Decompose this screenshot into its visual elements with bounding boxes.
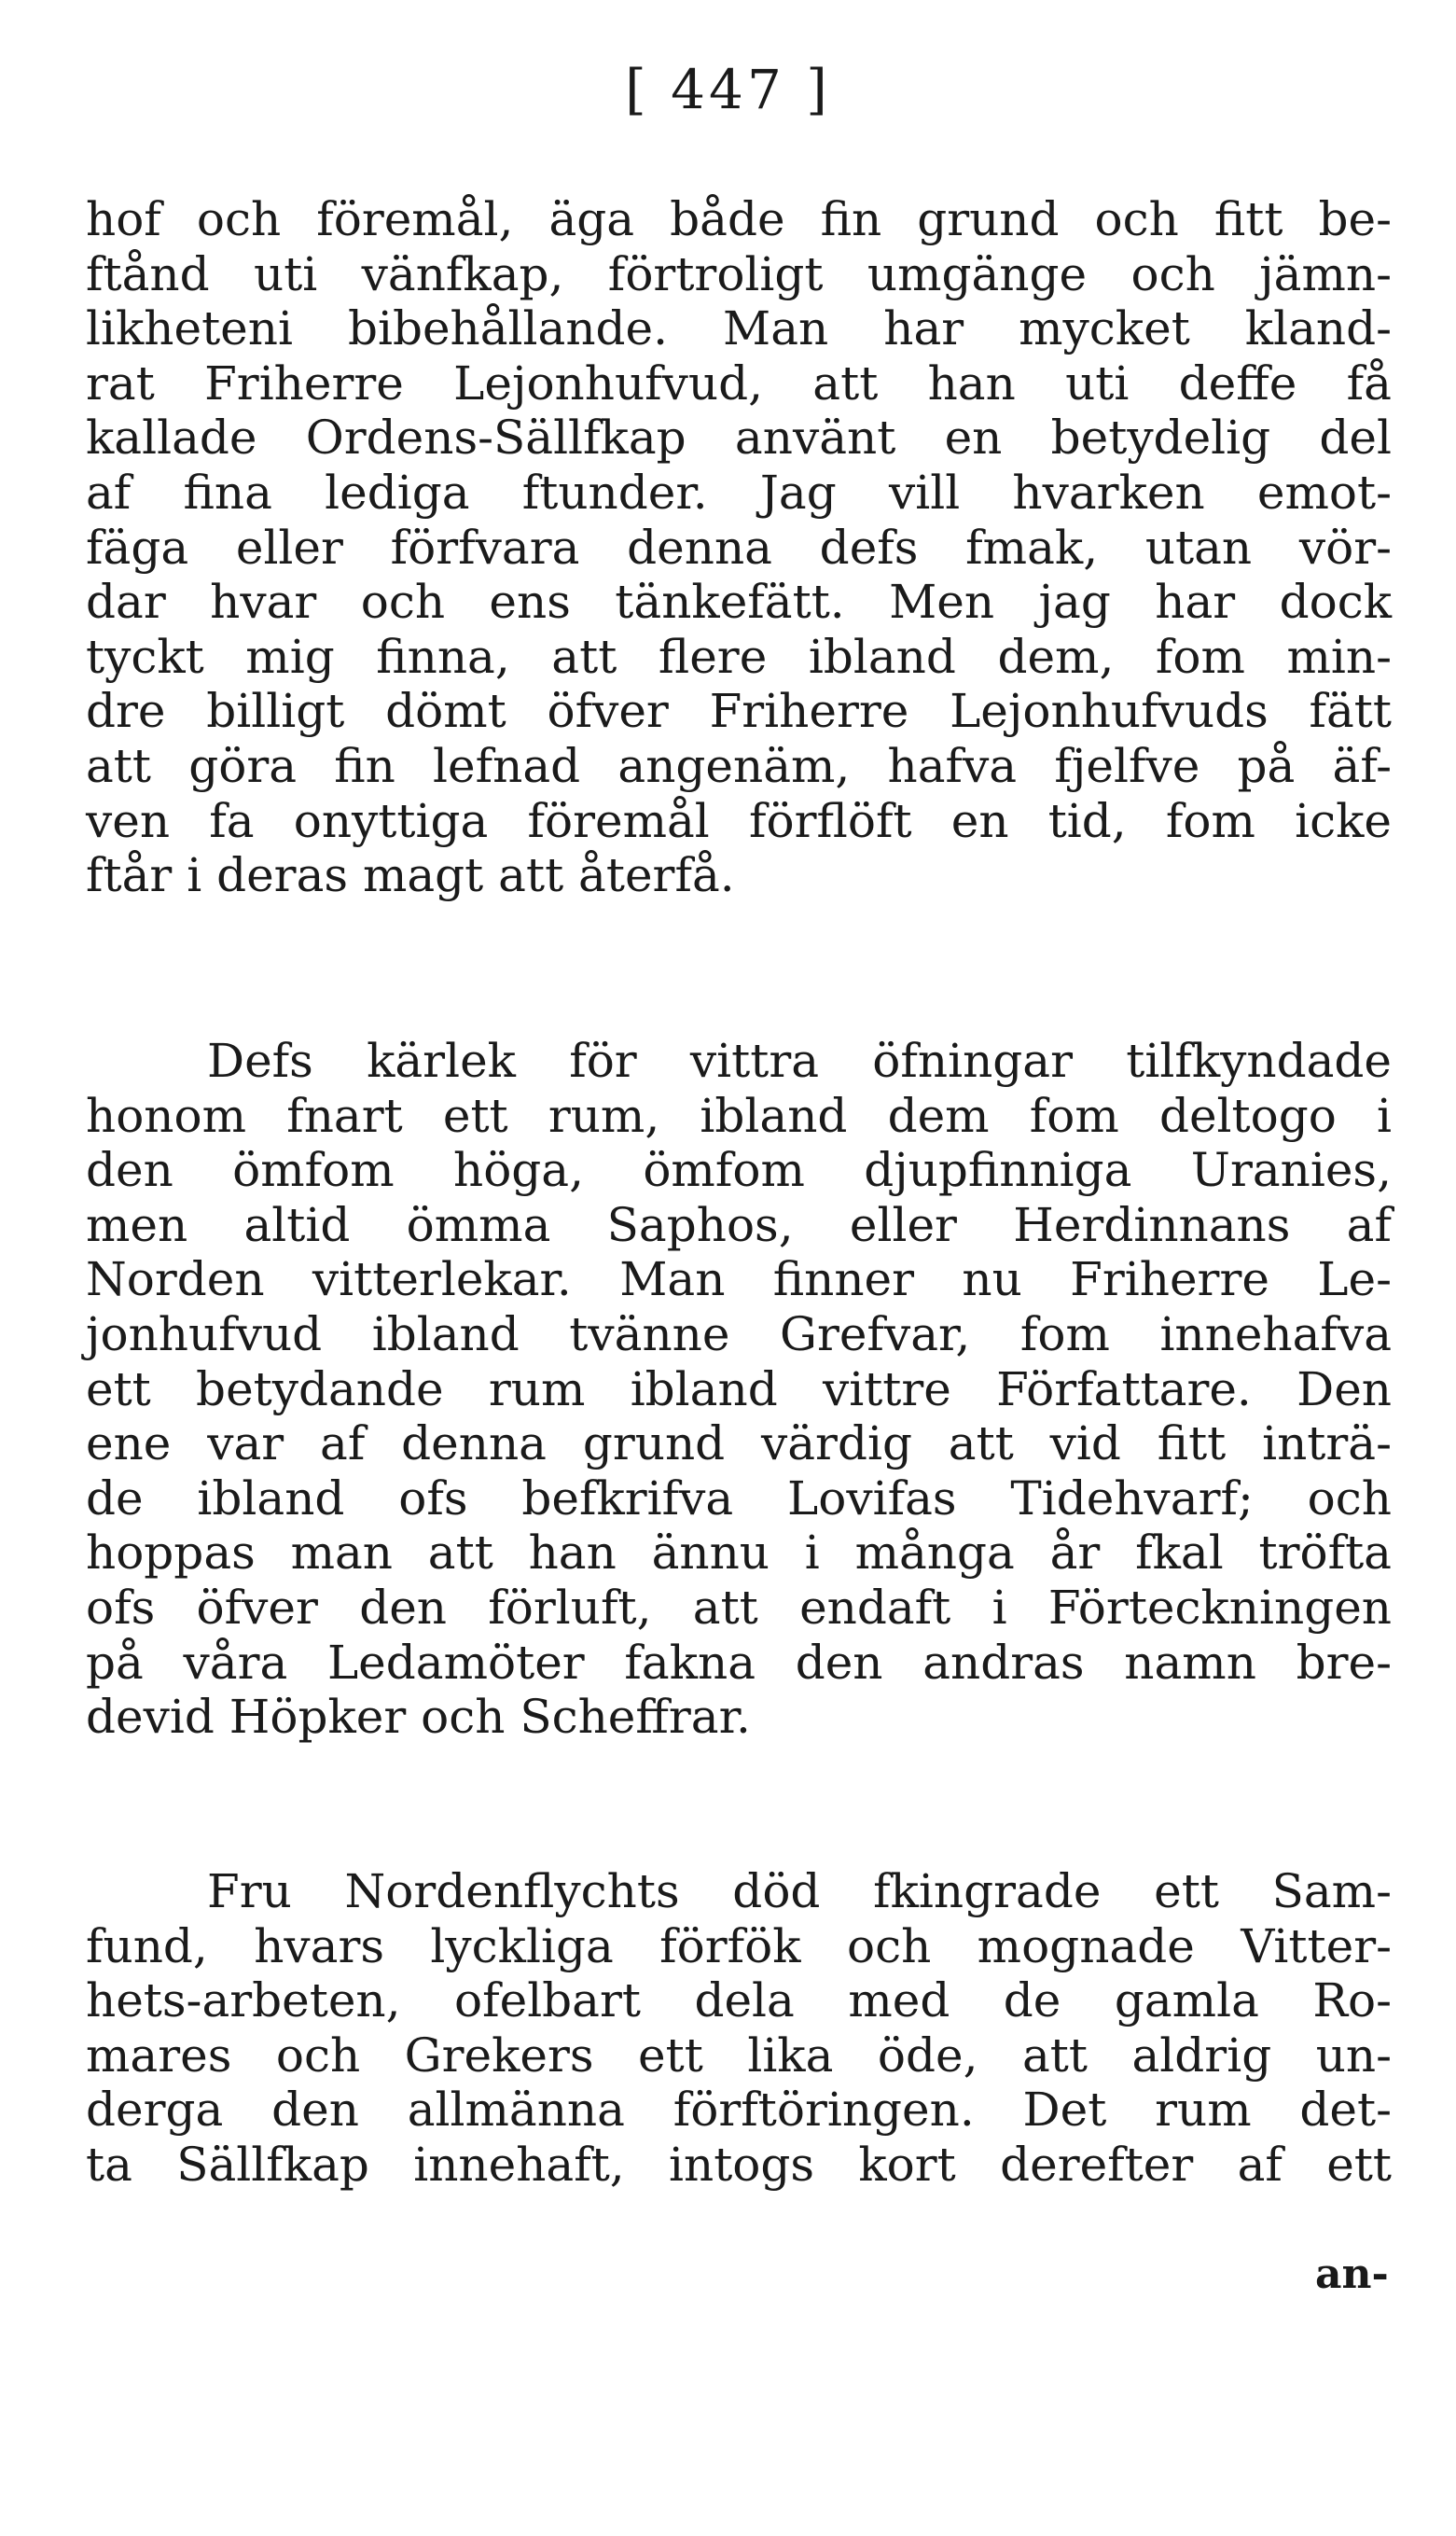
page-number-header: [ 447 ] — [625, 58, 831, 121]
text-line: mares och Grekers ett lika öde, att aldrig un- — [86, 2027, 1392, 2083]
text-line: jonhufvud ibland tvänne Grefvar, fom innehafva — [86, 1306, 1392, 1361]
text-line: af fina lediga ftunder. Jag vill hvarken emot- — [86, 465, 1392, 520]
text-line: ene var af denna grund värdig att vid fitt inträ- — [86, 1416, 1392, 1471]
text-line: ta Sällfkap innehaft, intogs kort derefter af ett — [86, 2137, 1392, 2192]
text-line: dre billigt dömt öfver Friherre Lejonhufvuds fätt — [86, 684, 1392, 739]
text-line: att göra fin lefnad angenäm, hafva fjelfve på äf- — [86, 738, 1392, 793]
paragraph-1 — [86, 192, 1392, 903]
paragraph-3 — [86, 1864, 1392, 2193]
text-line: hets-arbeten, ofelbart dela med de gamla Ro- — [86, 1973, 1392, 2028]
text-line: ett betydande rum ibland vittre Författare. Den — [86, 1361, 1392, 1416]
text-line: dar hvar och ens tänkefätt. Men jag har dock — [86, 575, 1392, 630]
text-line: honom fnart ett rum, ibland dem fom deltogo i — [86, 1088, 1392, 1143]
paragraph-2 — [86, 1034, 1392, 1745]
text-line: ftår i deras magt att återfå. — [86, 848, 735, 903]
text-line: Defs kärlek för vittra öfningar tilfkyndade — [207, 1034, 1392, 1088]
text-line: den ömfom höga, ömfom djupfinniga Uranies, — [86, 1143, 1392, 1198]
text-line: på våra Ledamöter fakna den andras namn bre- — [86, 1635, 1392, 1690]
text-line: men altid ömma Saphos, eller Herdinnans af — [86, 1197, 1392, 1252]
text-line: ven fa onyttiga föremål förflöft en tid, fom icke — [86, 793, 1392, 848]
text-line: derga den allmänna förftöringen. Det rum det- — [86, 2083, 1392, 2138]
text-line: devid Höpker och Scheffrar. — [86, 1690, 751, 1745]
text-line: ftånd uti vänfkap, förtroligt umgänge och jämn- — [86, 246, 1392, 301]
text-line: Fru Nordenflychts död fkingrade ett Sam- — [207, 1864, 1392, 1918]
text-line: likheteni bibehållande. Man har mycket kland- — [86, 301, 1392, 356]
text-line: ofs öfver den förluft, att endaft i Förteckningen — [86, 1580, 1392, 1635]
text-line: fund, hvars lyckliga förfök och mognade Vitter- — [86, 1918, 1392, 1973]
text-line: rat Friherre Lejonhufvud, att han uti deffe få — [86, 355, 1392, 411]
text-line: fäga eller förfvara denna defs fmak, utan vör- — [86, 520, 1392, 575]
text-line: kallade Ordens-Sällfkap använt en betydelig del — [86, 411, 1392, 466]
text-line: tyckt mig finna, att flere ibland dem, fom min- — [86, 629, 1392, 684]
catchword: an- — [1315, 2250, 1389, 2298]
text-line: hof och föremål, äga både fin grund och fitt be- — [86, 192, 1392, 246]
text-line: de ibland ofs befkrifva Lovifas Tidehvarf; och — [86, 1470, 1392, 1526]
text-line: Norden vitterlekar. Man finner nu Friherre Le- — [86, 1252, 1392, 1307]
text-line: hoppas man att han ännu i många år fkal tröfta — [86, 1526, 1392, 1581]
